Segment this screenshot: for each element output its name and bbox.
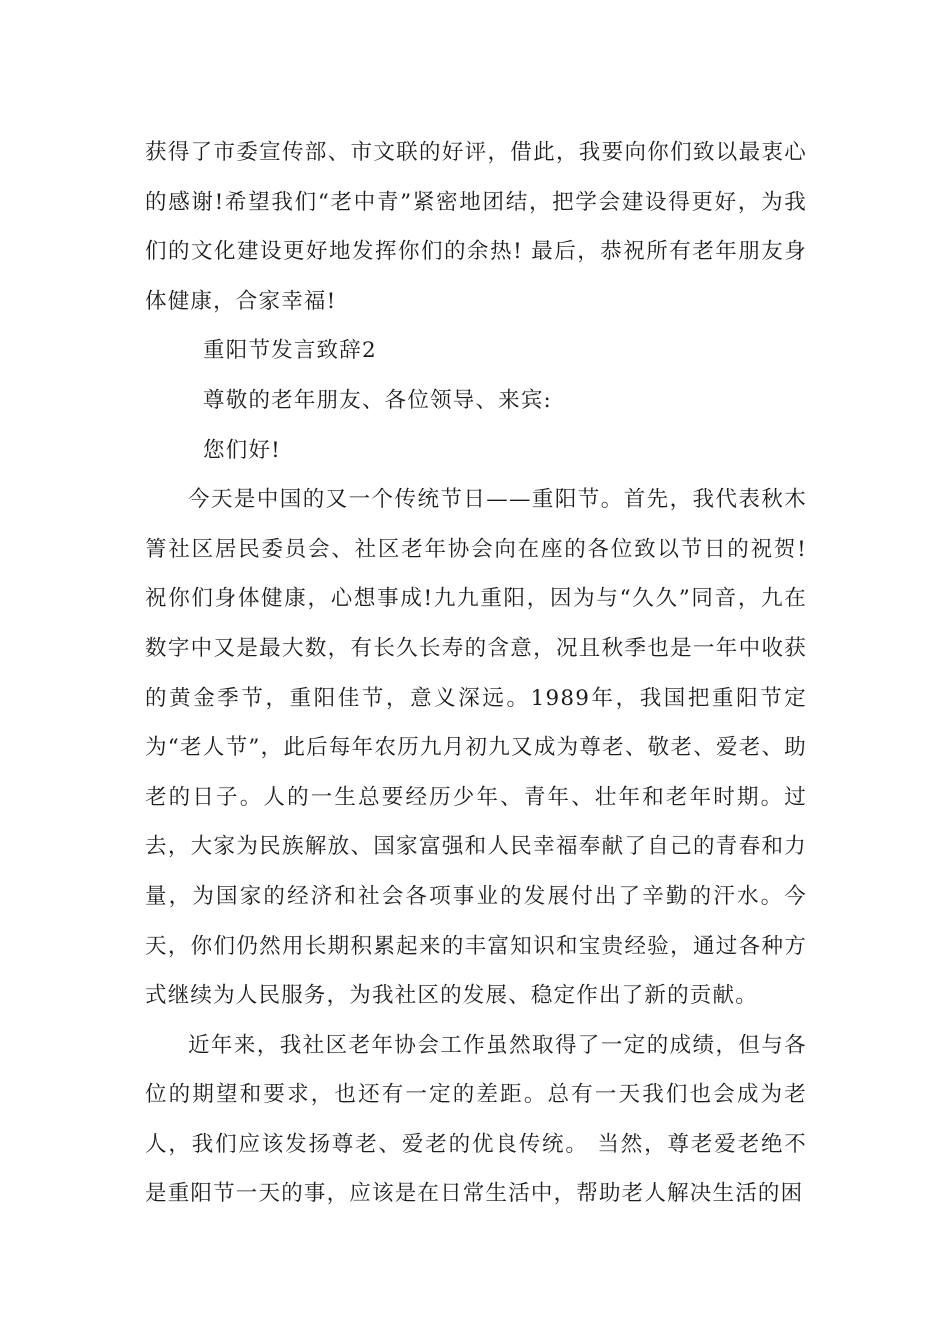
greeting: 您们好! (203, 437, 281, 463)
document-body (145, 128, 807, 1219)
section-title: 重阳节发言致辞2 (203, 338, 377, 364)
salutation: 尊敬的老年朋友、各位领导、来宾: (203, 387, 552, 413)
paragraph-body: 近年来，我社区老年协会工作虽然取得了一定的成绩，但与各位的期望和要求，也还有一定的差距。总有一天我们也会成为老人，我们应该发扬尊老、爱老的优良传统。 当然，尊老爱老绝不是重阳节一天的事，应该是在日常生活中，帮助老人解决生活的困 (145, 1032, 807, 1207)
paragraph-body: 今天是中国的又一个传统节日——重阳节。首先，我代表秋木箐社区居民委员会、社区老年协会向在座的各位致以节日的祝贺!祝你们身体健康，心想事成!九九重阳，因为与“久久”同音，九在数字中又是最大数，有长久长寿的含意，况且秋季也是一年中收获的黄金季节，重阳佳节，意义深远。1989年，我国把重阳节定为“老人节”，此后每年农历九月初九又成为尊老、敬老、爱老、助老的日子。人的一生总要经历少年、青年、壮年和老年时期。过去，大家为民族解放、国家富强和人民幸福奉献了自己的青春和力量，为国家的经济和社会各项事业的发展付出了辛勤的汗水。今天，你们仍然用长期积累起来的丰富知识和宝贵经验，通过各种方式继续为人民服务，为我社区的发展、稳定作出了新的贡献。 (145, 487, 807, 1009)
paragraph-continuation: 获得了市委宣传部、市文联的好评，借此，我要向你们致以最衷心的感谢!希望我们“老中青”紧密地团结，把学会建设得更好，为我们的文化建设更好地发挥你们的余热! 最后，恭祝所有老年朋友身体健康，合家幸福! (145, 140, 807, 314)
